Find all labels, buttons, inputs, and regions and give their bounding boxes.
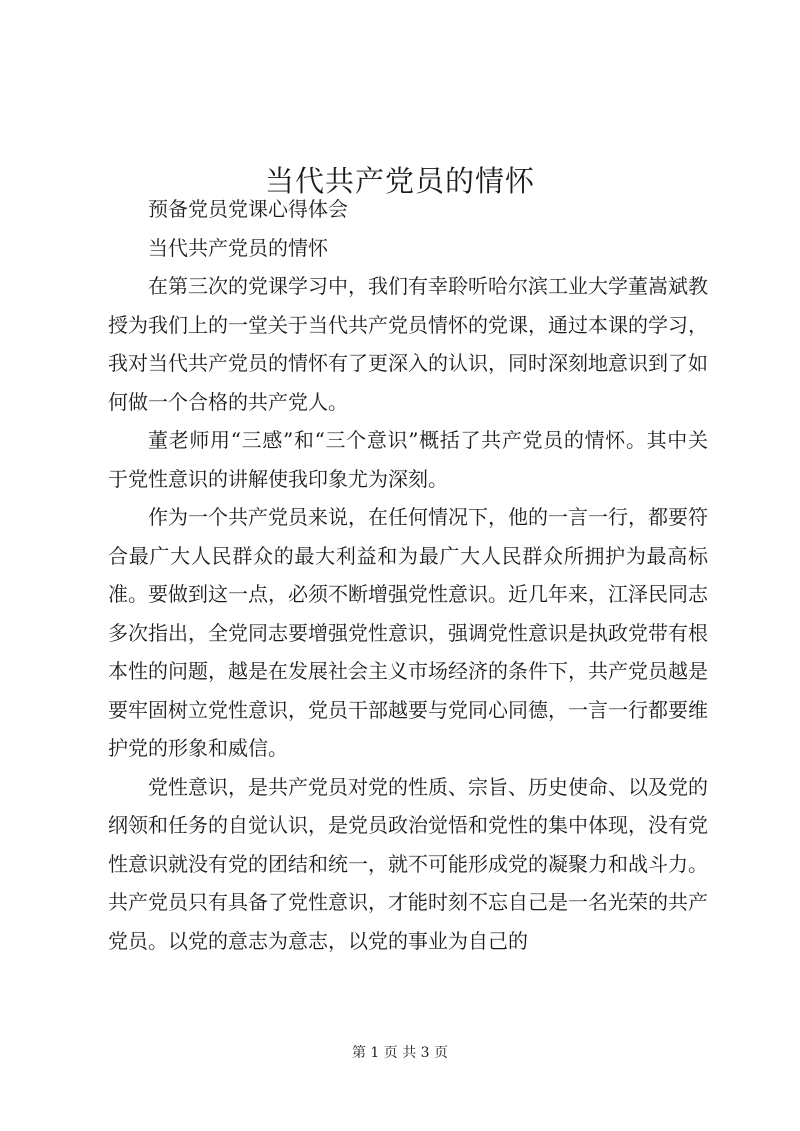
body-paragraph: 在第三次的党课学习中，我们有幸聆听哈尔滨工业大学董嵩斌教授为我们上的一堂关于当代共产党员情怀的党课，通过本课的学习，我对当代共产党员的情怀有了更深入的认识，同时深刻地意识到了如何做一个合格的共产党人。 <box>108 274 708 414</box>
body-paragraph: 党性意识，是共产党员对党的性质、宗旨、历史使命、以及党的纲领和任务的自觉认识，是党员政治觉悟和党性的集中体现，没有党性意识就没有党的团结和统一，就不可能形成党的凝聚力和战斗力。共产党员只有具备了党性意识，才能时刻不忘自己是一名光荣的共产党员。以党的意志为意志，以党的事业为自己的 <box>108 774 708 953</box>
subtitle-line: 当代共产党员的情怀 <box>148 235 328 260</box>
document-body <box>108 190 708 960</box>
body-paragraph: 董老师用“三感”和“三个意识”概括了共产党员的情怀。其中关于党性意识的讲解使我印象尤为深刻。 <box>108 428 708 491</box>
page-footer: 第 1 页 共 3 页 <box>351 1045 449 1061</box>
subtitle-line: 预备党员党课心得体会 <box>148 197 348 221</box>
body-paragraph: 作为一个共产党员来说，在任何情况下，他的一言一行，都要符合最广大人民群众的最大利益和为最广大人民群众所拥护为最高标准。要做到这一点，必须不断增强党性意识。近几年来，江泽民同志多次指出，全党同志要增强党性意识，强调党性意识是执政党带有根本性的问题，越是在发展社会主义市场经济的条件下，共产党员越是要牢固树立党性意识，党员干部越要与党同心同德，一言一行都要维护党的形象和威信。 <box>108 505 708 760</box>
document-title: 当代共产党员的情怀 <box>264 164 535 199</box>
